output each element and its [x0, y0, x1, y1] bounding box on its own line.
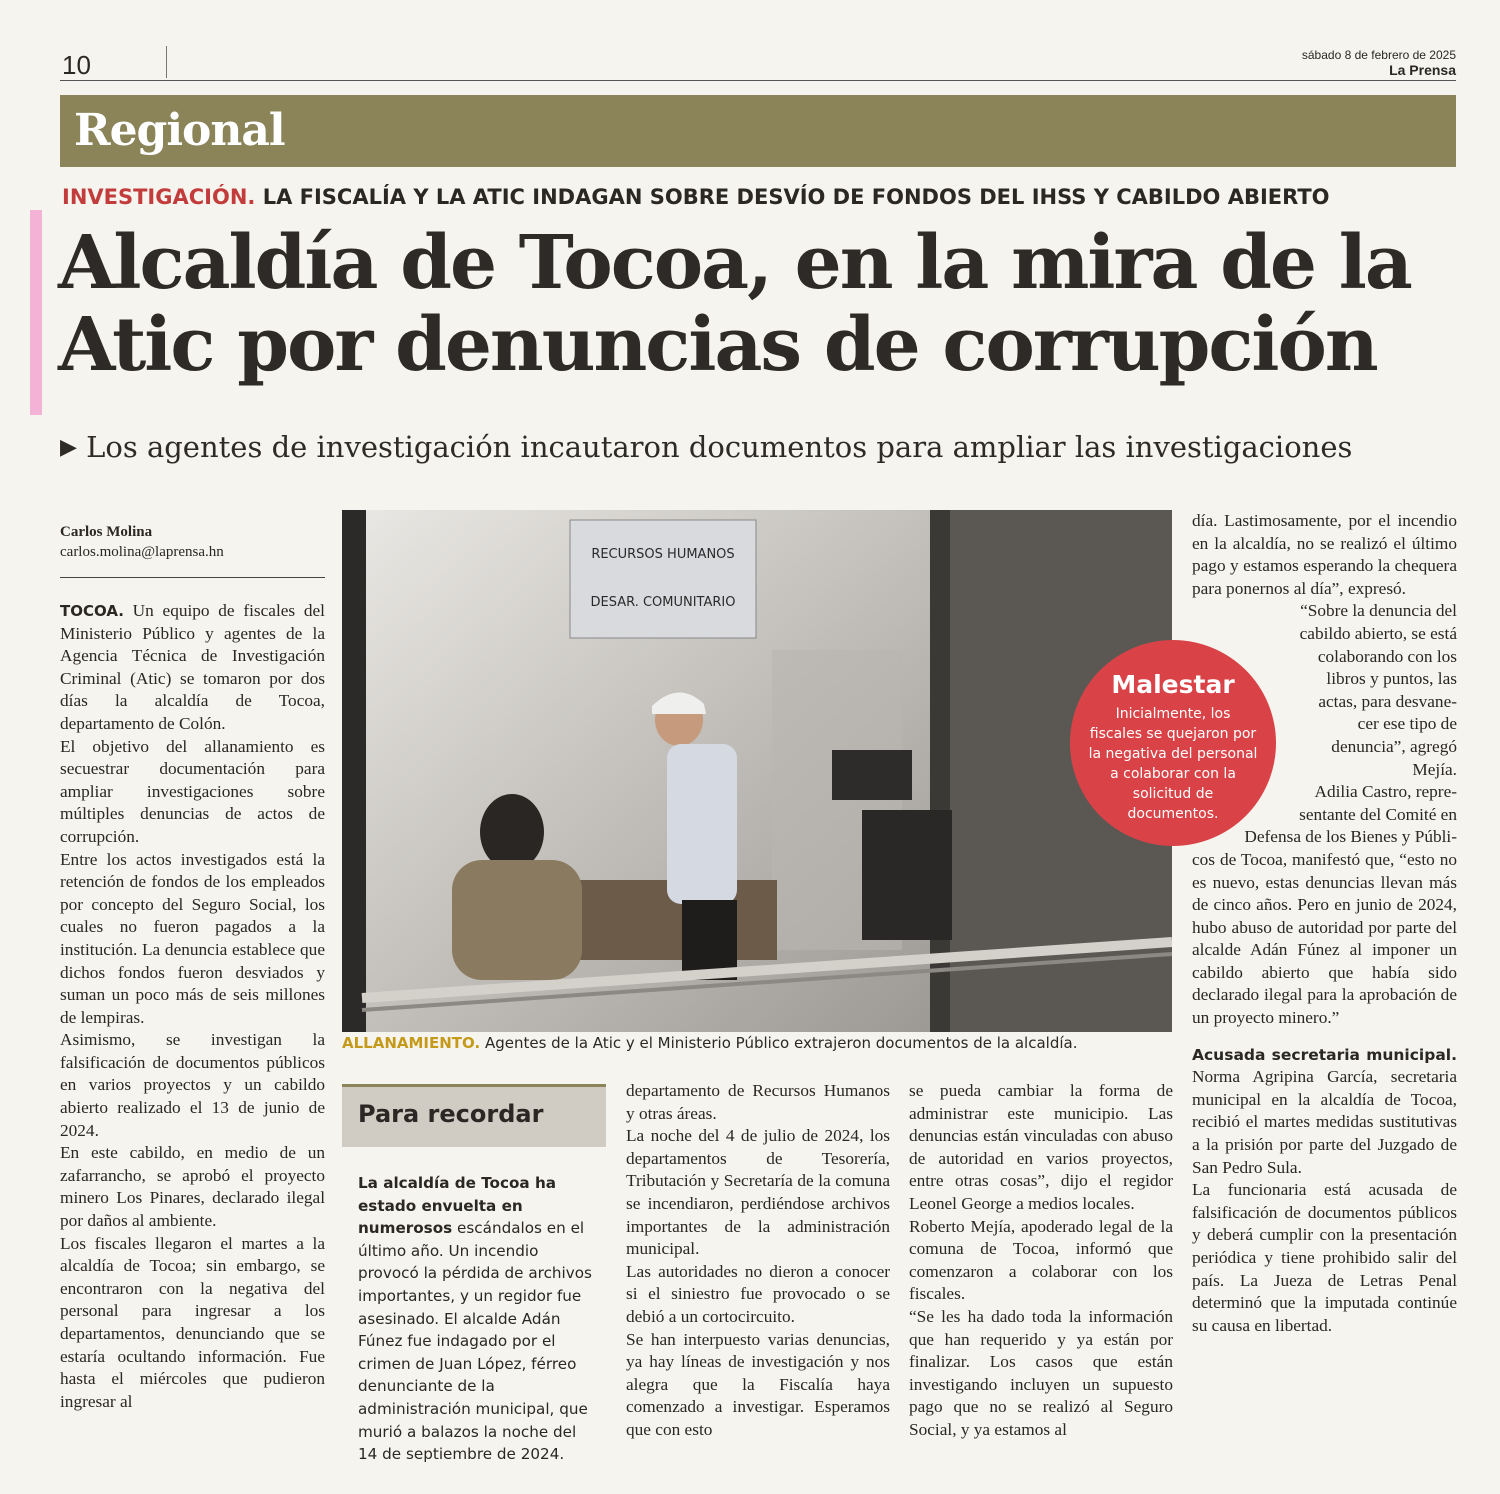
- section-title: Regional: [74, 105, 285, 156]
- paragraph: se pueda cambiar la forma de administrar este municipio. Las denuncias están vinculadas con abuso de autoridad en varios proyectos, entre otras cosas”, dijo el regidor Leonel George a medios locales.: [909, 1081, 1173, 1213]
- author-name: Carlos Molina: [60, 524, 153, 540]
- paragraph: [1192, 1044, 1457, 1180]
- article-column-3: [626, 1080, 890, 1442]
- wrap-line: cabildo abierto, se está: [1299, 623, 1457, 643]
- issue-date: sábado 8 de febrero de 2025: [1301, 48, 1456, 62]
- wrap-line: cer ese tipo de: [1357, 714, 1457, 734]
- subheadline: [60, 430, 1352, 464]
- caption-label: ALLANAMIENTO.: [342, 1034, 481, 1052]
- paragraph: departamento de Recursos Humanos y otras áreas.: [626, 1081, 890, 1123]
- article-column-1: [60, 600, 325, 1413]
- article-column-5: [1192, 510, 1457, 1337]
- sidebar-title: Para recordar: [358, 1100, 544, 1128]
- photo-caption: [342, 1034, 1077, 1052]
- office-scene-illustration: [342, 510, 1172, 1032]
- paragraph: En este cabildo, en medio de un zafarrancho, se aprobó el proyecto minero Los Pinares, declarado ilegal por daños al ambiente.: [60, 1143, 325, 1231]
- paragraph-text: Un equipo de fiscales del Ministerio Público y agentes de la Agencia Técnica de Investigación Criminal (Atic) se tomaron por dos días la alcaldía de Tocoa, departamento de Colón.: [60, 601, 325, 733]
- header-rule: [60, 80, 1456, 81]
- sidebar-intro: La alcaldía de Tocoa ha estado envuelta en numerosos: [358, 1174, 557, 1238]
- dateline: TOCOA.: [60, 602, 124, 620]
- badge-title: Malestar: [1111, 670, 1235, 699]
- paragraph: cos de Tocoa, manifestó que, “esto no es nuevo, estas denuncias llevan más de cinco años. Pero en junio de 2024, hubo abuso de autoridad por parte del alcalde Adán Fúnez al imponer un cabildo abierto que había sido declarado ilegal para la aprobación de un proyecto minero.”: [1192, 849, 1457, 1028]
- wrap-line: Mejía.: [1412, 759, 1457, 779]
- wrap-line: actas, para desvane-: [1318, 691, 1457, 711]
- kicker: [62, 185, 1330, 209]
- page-number: 10: [62, 50, 91, 80]
- paragraph: “Se les ha dado toda la información que han requerido y ya están por finalizar. Los casos que están investigando incluyen un supuesto pago que no se realizó al Seguro Social, y ya estamos al: [909, 1306, 1173, 1439]
- paragraph: La noche del 4 de julio de 2024, los departamentos de Tesorería, Tributación y Secretaría de la comuna se incendiaron, perdiéndose archivos importantes de la administración municipal.: [626, 1126, 890, 1259]
- kicker-text: LA FISCALÍA Y LA ATIC INDAGAN SOBRE DESVÍO DE FONDOS DEL IHSS Y CABILDO ABIERTO: [262, 185, 1330, 209]
- wrap-line: denuncia”, agregó: [1331, 736, 1457, 756]
- subheadline-text: Los agentes de investigación incautaron documentos para ampliar las investigaciones: [86, 430, 1353, 464]
- paragraph: día. Lastimosamente, por el incendio en la alcaldía, no se realizó el último pago y estamos esperando la chequera para ponernos al día”, expresó.: [1192, 511, 1457, 598]
- column-subhead: Acusada secretaria municipal.: [1192, 1045, 1457, 1064]
- sign-line-1: RECURSOS HUMANOS: [591, 547, 735, 562]
- sidebar-body: [358, 1172, 598, 1466]
- paragraph: Asimismo, se investigan la falsificación de documentos públicos en varios proyectos y un cabildo abierto realizado el 13 de junio de 2024.: [60, 1030, 325, 1140]
- paragraph: [60, 600, 325, 736]
- wrap-line: Adilia Castro, repre-: [1314, 782, 1457, 802]
- publication-name: La Prensa: [1389, 62, 1456, 78]
- kicker-label: INVESTIGACIÓN.: [62, 185, 256, 209]
- highlighter-mark: [30, 210, 42, 415]
- wrap-line: Defensa de los Bienes y Públi-: [1244, 827, 1457, 847]
- headline-line-2: Atic por denuncias de corrupción: [58, 302, 1377, 388]
- sidebar-text: escándalos en el último año. Un incendio provocó la pérdida de archivos importantes, y un regidor fue asesinado. El alcalde Adán Fúnez fue indagado por el crimen de Juan López, férreo denunciante de la administración municipal, que murió a balazos la noche del 14 de septiembre de 2024.: [358, 1219, 592, 1464]
- paragraph: El objetivo del allanamiento es secuestrar documentación para ampliar investigaciones sobre múltiples denuncias de actos de corrupción.: [60, 736, 325, 846]
- wrap-line: “Sobre la denuncia del: [1300, 601, 1457, 621]
- paragraph-text: Norma Agripina García, secretaria municipal en la alcaldía de Tocoa, recibió el martes medidas sustitutivas a la prisión por parte del Juzgado de San Pedro Sula.: [1192, 1067, 1457, 1177]
- article-photo: [342, 510, 1172, 1032]
- wrap-line: colaborando con los: [1317, 646, 1457, 666]
- article-column-4: [909, 1080, 1173, 1442]
- header-divider: [166, 46, 167, 78]
- sign-line-2: DESAR. COMUNITARIO: [590, 595, 736, 610]
- paragraph: Los fiscales llegaron el martes a la alcaldía de Tocoa; sin embargo, se encontraron con la negativa del personal para ingresar a los departamentos, denunciando que se estaría ocultando información. Fue hasta el miércoles que pudieron ingresar al: [60, 1233, 325, 1411]
- malestar-badge: [1070, 640, 1276, 846]
- author-email[interactable]: carlos.molina@laprensa.hn: [60, 544, 224, 560]
- triangle-bullet-icon: ▶: [60, 435, 77, 460]
- byline-rule: [60, 577, 325, 578]
- paragraph: Se han interpuesto varias denuncias, ya hay líneas de investigación y nos alegra que la Fiscalía haya comenzado a investigar. Esperamos que con esto: [626, 1329, 890, 1439]
- paragraph: Entre los actos investigados está la retención de fondos de los empleados por concepto del Seguro Social, los cuales no fueron pagados a la institución. La denuncia establece que dichos fondos fueron desviados y suman un poco más de seis millones de lempiras.: [60, 849, 325, 1027]
- headline-line-1: Alcaldía de Tocoa, en la mira de la: [58, 220, 1411, 306]
- paragraph: Las autoridades no dieron a conocer si el siniestro fue provocado o se debió a un cortocircuito.: [626, 1261, 890, 1326]
- badge-text: Inicialmente, los fiscales se quejaron por la negativa del personal a colaborar con la solicitud de documentos.: [1088, 706, 1258, 822]
- wrap-line: sentante del Comité en: [1299, 804, 1457, 824]
- caption-text: Agentes de la Atic y el Ministerio Público extrajeron documentos de la alcaldía.: [484, 1034, 1078, 1052]
- headline: [58, 222, 1458, 386]
- wrap-line: libros y puntos, las: [1326, 669, 1457, 689]
- paragraph: La funcionaria está acusada de falsificación de documentos públicos y deberá cumplir con la presentación periódica y tiene prohibido salir del país. La Jueza de Letras Penal determinó que la imputada continúe su causa en libertad.: [1192, 1180, 1457, 1335]
- paragraph: Roberto Mejía, apoderado legal de la comuna de Tocoa, informó que comenzaron a colaborar con los fiscales.: [909, 1216, 1173, 1304]
